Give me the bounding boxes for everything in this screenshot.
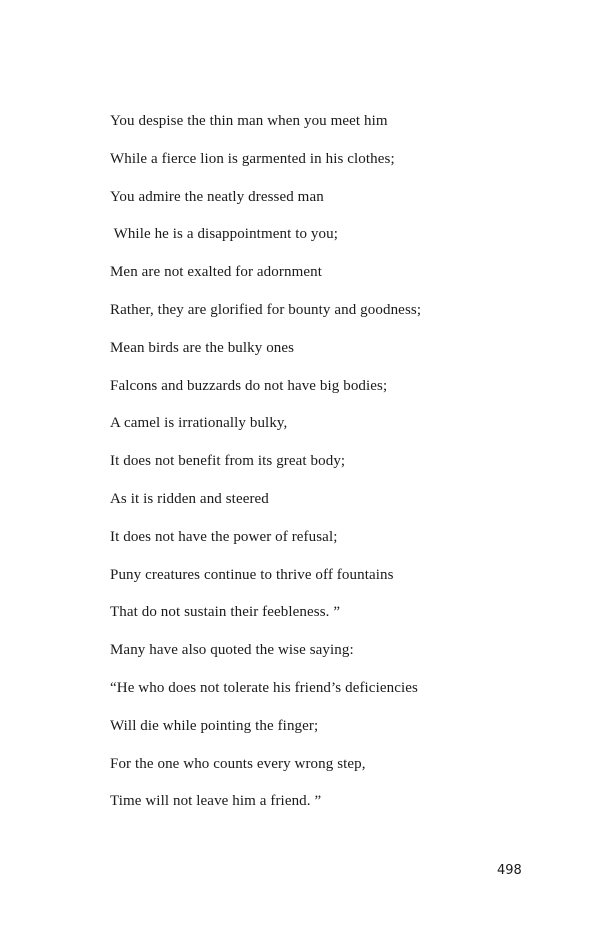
poem-line: It does not have the power of refusal; bbox=[110, 528, 338, 545]
poem-line: You despise the thin man when you meet him bbox=[110, 113, 388, 129]
poem-line: It does not benefit from its great body; bbox=[110, 453, 346, 470]
page-number: 498 bbox=[497, 863, 522, 878]
poem-text bbox=[110, 111, 570, 829]
poem-line: Mean birds are the bulky ones bbox=[110, 339, 295, 356]
poem-line: That do not sustain their feebleness. ” bbox=[110, 604, 341, 621]
poem-line: Men are not exalted for adornment bbox=[110, 264, 322, 281]
poem-line: Falcons and buzzards do not have big bodies; bbox=[110, 377, 388, 394]
poem-line: “He who does not tolerate his friend’s deficiencies bbox=[110, 679, 418, 696]
poem-line: As it is ridden and steered bbox=[110, 490, 269, 507]
poem-line: Rather, they are glorified for bounty and goodness; bbox=[110, 301, 422, 318]
poem-line: While a fierce lion is garmented in his clothes; bbox=[110, 150, 395, 167]
poem-line: While he is a disappointment to you; bbox=[110, 226, 338, 243]
poem-line: You admire the neatly dressed man bbox=[110, 188, 324, 205]
poem-line: Puny creatures continue to thrive off fountains bbox=[110, 566, 394, 583]
poem-line: For the one who counts every wrong step, bbox=[110, 755, 366, 772]
poem-line: Many have also quoted the wise saying: bbox=[110, 642, 354, 659]
poem-line: Will die while pointing the finger; bbox=[110, 717, 319, 734]
poem-line: A camel is irrationally bulky, bbox=[110, 415, 288, 432]
poem-line: Time will not leave him a friend. ” bbox=[110, 793, 322, 810]
